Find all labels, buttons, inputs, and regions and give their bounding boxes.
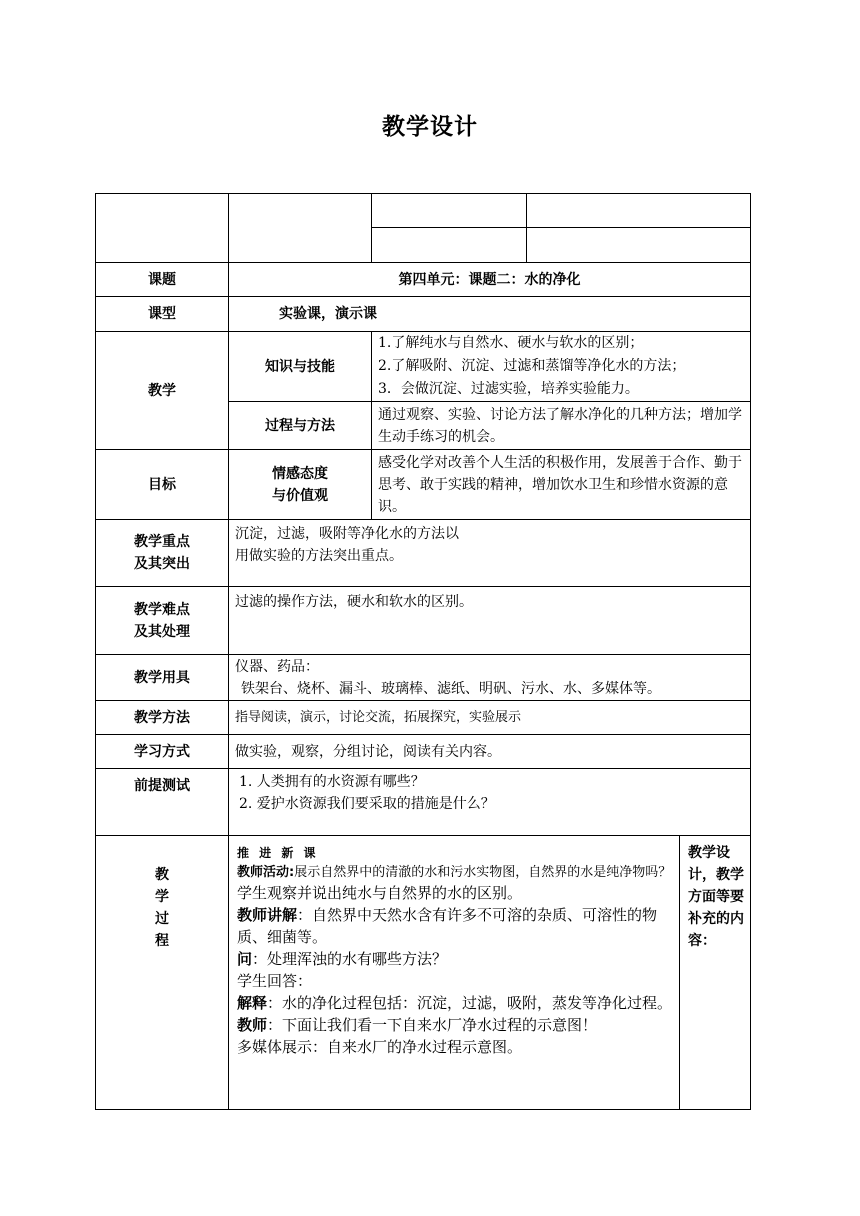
teacher-activity-text: 展示自然界中的清澈的水和污水实物图，自然界的水是纯净物吗？: [294, 865, 672, 880]
process-method-label: 过程与方法: [229, 402, 372, 450]
teacher-text: ：下面让我们看一下自来水厂净水过程的示意图！: [267, 1016, 598, 1034]
page-title: 教学设计: [382, 114, 478, 140]
tools-label: 教学用具: [96, 655, 229, 701]
pretest-list: [239, 771, 744, 815]
process-paragraph-5: 学生回答：: [237, 972, 313, 990]
tools-line-1: 仪器、药品：: [235, 658, 319, 675]
process-label-char-3: 过: [155, 911, 169, 927]
blank-cell: [96, 194, 229, 263]
process-paragraph-4: [237, 948, 673, 970]
difficulties-label: [96, 587, 229, 655]
pretest-content: [229, 769, 751, 836]
blank-cell: [372, 228, 527, 263]
knowledge-line-2: 2.了解吸附、沉淀、过滤和蒸馏等净化水的方法；: [378, 358, 686, 374]
process-paragraph-1: [237, 864, 673, 882]
key-points-row: [96, 520, 751, 587]
process-paragraph-6: [237, 992, 673, 1014]
emotion-label: [229, 450, 372, 520]
process-heading: 推 进 新 课: [237, 846, 319, 860]
difficulties-label-line-2: 及其处理: [134, 623, 190, 640]
explanation-text: ：水的净化过程包括：沉淀，过滤，吸附，蒸发等净化过程。: [267, 994, 673, 1012]
goals-emotion-row: [96, 450, 751, 520]
type-row: [96, 297, 751, 332]
teacher-activity-label: 教师活动:: [237, 865, 295, 880]
topic-label: 课题: [96, 263, 229, 297]
process-paragraph-8: 多媒体展示：自来水厂的净水过程示意图。: [237, 1038, 523, 1056]
pretest-item-1: 1. 人类拥有的水资源有哪些？: [239, 774, 425, 790]
blank-header-row-1: [96, 194, 751, 228]
process-paragraph-2: 学生观察并说出纯水与自然界的水的区别。: [237, 884, 523, 902]
blank-cell: [527, 228, 751, 263]
process-label: [96, 836, 229, 1110]
process-row: [96, 836, 751, 1110]
process-label-char-1: 教: [155, 867, 169, 883]
goals-label-top: 教学: [96, 332, 229, 450]
teacher-label: 教师: [237, 1016, 268, 1034]
key-points-content: [229, 520, 751, 587]
type-value: 实验课，演示课: [229, 297, 751, 332]
pretest-label: 前提测试: [96, 769, 229, 836]
process-label-char-4: 程: [155, 933, 169, 949]
difficulties-row: [96, 587, 751, 655]
pretest-row: [96, 769, 751, 836]
teacher-explain-label: 教师讲解: [237, 906, 298, 924]
methods-content: 指导阅读，演示，讨论交流，拓展探究，实验展示: [229, 701, 751, 735]
process-side-note: 教学设计，教学方面等要补充的内容：: [680, 836, 751, 1110]
tools-content: [229, 655, 751, 701]
question-label: 问: [237, 950, 253, 968]
process-paragraph-7: [237, 1014, 673, 1036]
process-method-content: 通过观察、实验、讨论方法了解水净化的几种方法；增加学生动手练习的机会。: [372, 402, 751, 450]
emotion-label-line-1: 情感态度: [272, 465, 328, 482]
knowledge-content: [372, 332, 751, 402]
learning-label: 学习方式: [96, 735, 229, 769]
type-label: 课型: [96, 297, 229, 332]
topic-row: [96, 263, 751, 297]
goals-knowledge-row: [96, 332, 751, 402]
difficulties-content: 过滤的操作方法，硬水和软水的区别。: [229, 587, 751, 655]
tools-row: [96, 655, 751, 701]
tools-line-2: 铁架台、烧杯、漏斗、玻璃棒、滤纸、明矾、污水、水、多媒体等。: [241, 680, 661, 697]
lesson-plan-table: [95, 193, 751, 1110]
topic-value: 第四单元：课题二：水的净化: [229, 263, 751, 297]
goals-label-bottom: 目标: [96, 450, 229, 520]
key-points-line-2: 用做实验的方法突出重点。: [235, 548, 403, 564]
question-text: ：处理浑浊的水有哪些方法？: [252, 950, 448, 968]
process-paragraph-3: [237, 904, 673, 948]
knowledge-label: 知识与技能: [229, 332, 372, 402]
explanation-label: 解释: [237, 994, 268, 1012]
difficulties-label-line-1: 教学难点: [134, 601, 190, 618]
key-points-line-1: 沉淀，过滤，吸附等净化水的方法以: [235, 526, 459, 542]
learning-content: 做实验，观察，分组讨论，阅读有关内容。: [229, 735, 751, 769]
blank-cell: [372, 194, 527, 228]
methods-label: 教学方法: [96, 701, 229, 735]
knowledge-line-1: 1.了解纯水与自然水、硬水与软水的区别；: [378, 335, 644, 351]
emotion-content: 感受化学对改善个人生活的积极作用，发展善于合作、勤于思考、敢于实践的精神，增加饮水卫生和珍惜水资源的意识。: [372, 450, 751, 520]
process-label-char-2: 学: [155, 889, 169, 905]
key-points-label-line-2: 及其突出: [134, 556, 190, 572]
process-content: [229, 836, 680, 1110]
pretest-item-2: 2. 爱护水资源我们要采取的措施是什么？: [239, 796, 495, 812]
key-points-label: [96, 520, 229, 587]
key-points-label-line-1: 教学重点: [134, 534, 190, 550]
blank-cell: [527, 194, 751, 228]
methods-row: [96, 701, 751, 735]
teacher-explain-text: ：自然界中天然水含有许多不可溶的杂质、可溶性的物质、细菌等。: [237, 906, 658, 946]
emotion-label-line-2: 与价值观: [272, 487, 328, 504]
learning-row: [96, 735, 751, 769]
knowledge-line-3: 3．会做沉淀、过滤实验，培养实验能力。: [378, 381, 639, 397]
blank-cell: [229, 194, 372, 263]
